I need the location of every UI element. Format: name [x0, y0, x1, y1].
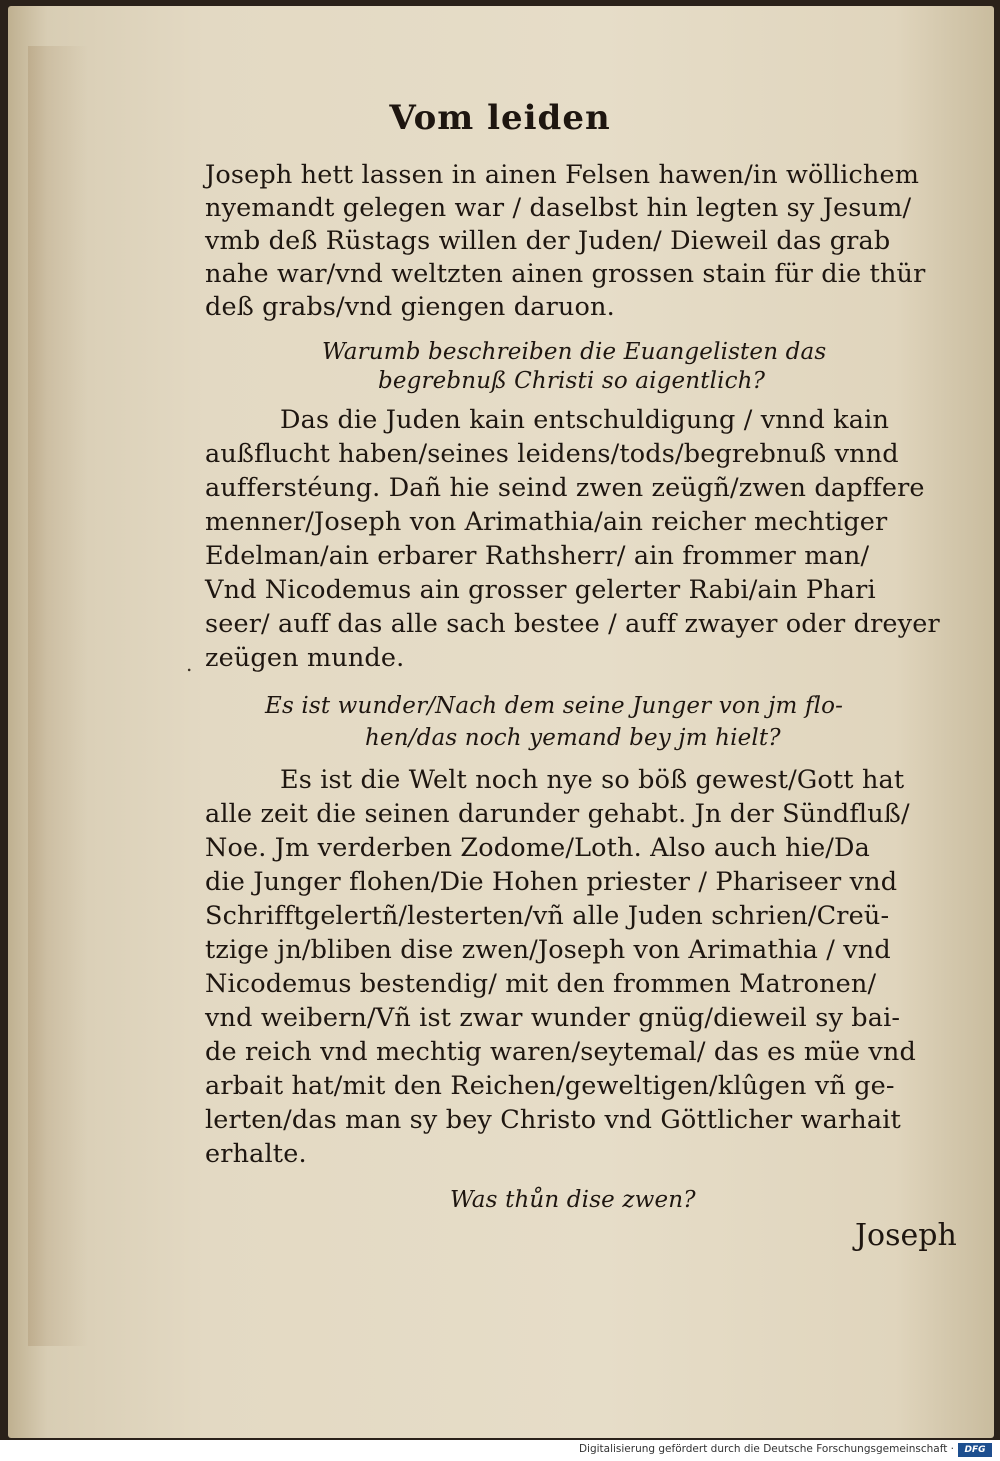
- question-line: hen/das noch yemand bey jm hielt?: [365, 725, 781, 751]
- text-line: Vnd Nicodemus ain grosser gelerter Rabi/ain Phari: [205, 575, 876, 605]
- footer-credit: Digitalisierung gefördert durch die Deutsche Forschungsgemeinschaft ·: [578, 1443, 954, 1455]
- text-line: zeügen munde.: [205, 643, 405, 673]
- text-line: vmb deß Rüstags willen der Juden/ Dieweil das grab: [205, 226, 891, 256]
- text-line: nahe war/vnd weltzten ainen grossen stain für die thür: [205, 259, 926, 289]
- question-line: Was thůn dise zwen?: [450, 1187, 696, 1213]
- text-line: Noe. Jm verderben Zodome/Loth. Also auch hie/Da: [205, 833, 870, 863]
- question-line: Warumb beschreiben die Euangelisten das: [322, 339, 827, 365]
- text-line: nyemandt gelegen war / daselbst hin legten sy Jesum/: [205, 193, 912, 223]
- dfg-logo: DFG: [958, 1443, 992, 1457]
- text-line: lerten/das man sy bey Christo vnd Göttlicher warhait: [205, 1105, 901, 1135]
- text-line: die Junger flohen/Die Hohen priester / Phariseer vnd: [205, 867, 898, 897]
- question-line: begrebnuß Christi so aigentlich?: [378, 368, 766, 394]
- text-line: seer/ auff das alle sach bestee / auff zwayer oder dreyer: [205, 609, 940, 639]
- text-line: deß grabs/vnd giengen daruon.: [205, 292, 615, 322]
- text-line: de reich vnd mechtig waren/seytemal/ das es müe vnd: [205, 1037, 916, 1067]
- text-line: Es ist die Welt noch nye so böß gewest/Gott hat: [280, 765, 905, 795]
- text-line: Nicodemus bestendig/ mit den frommen Matronen/: [205, 969, 877, 999]
- catchword: Joseph: [855, 1218, 957, 1253]
- text-line: arbait hat/mit den Reichen/geweltigen/klûgen vñ ge-: [205, 1071, 895, 1101]
- footer-bar: [0, 1440, 1000, 1461]
- text-line: aufferstéung. Dañ hie seind zwen zeügñ/zwen dapffere: [205, 473, 925, 503]
- text-line: Das die Juden kain entschuldigung / vnnd kain: [280, 405, 890, 435]
- text-line: Edelman/ain erbarer Rathsherr/ ain frommer man/: [205, 541, 870, 571]
- text-line: vnd weibern/Vñ ist zwar wunder gnüg/dieweil sy bai-: [205, 1003, 901, 1033]
- text-line: außflucht haben/seines leidens/tods/begrebnuß vnnd: [205, 439, 899, 469]
- text-line: alle zeit die seinen darunder gehabt. Jn der Sündfluß/: [205, 799, 910, 829]
- question-line: Es ist wunder/Nach dem seine Junger von jm flo-: [265, 693, 844, 719]
- page-heading: Vom leiden: [389, 98, 611, 138]
- margin-mark: .: [186, 652, 193, 676]
- text-line: Schrifftgelertñ/lesterten/vñ alle Juden schrien/Creü-: [205, 901, 890, 931]
- text-line: erhalte.: [205, 1139, 307, 1169]
- page-gutter-shading: [28, 46, 88, 1346]
- text-line: Joseph hett lassen in ainen Felsen hawen/in wöllichem: [205, 160, 920, 190]
- text-line: menner/Joseph von Arimathia/ain reicher mechtiger: [205, 507, 888, 537]
- text-line: tzige jn/bliben dise zwen/Joseph von Arimathia / vnd: [205, 935, 891, 965]
